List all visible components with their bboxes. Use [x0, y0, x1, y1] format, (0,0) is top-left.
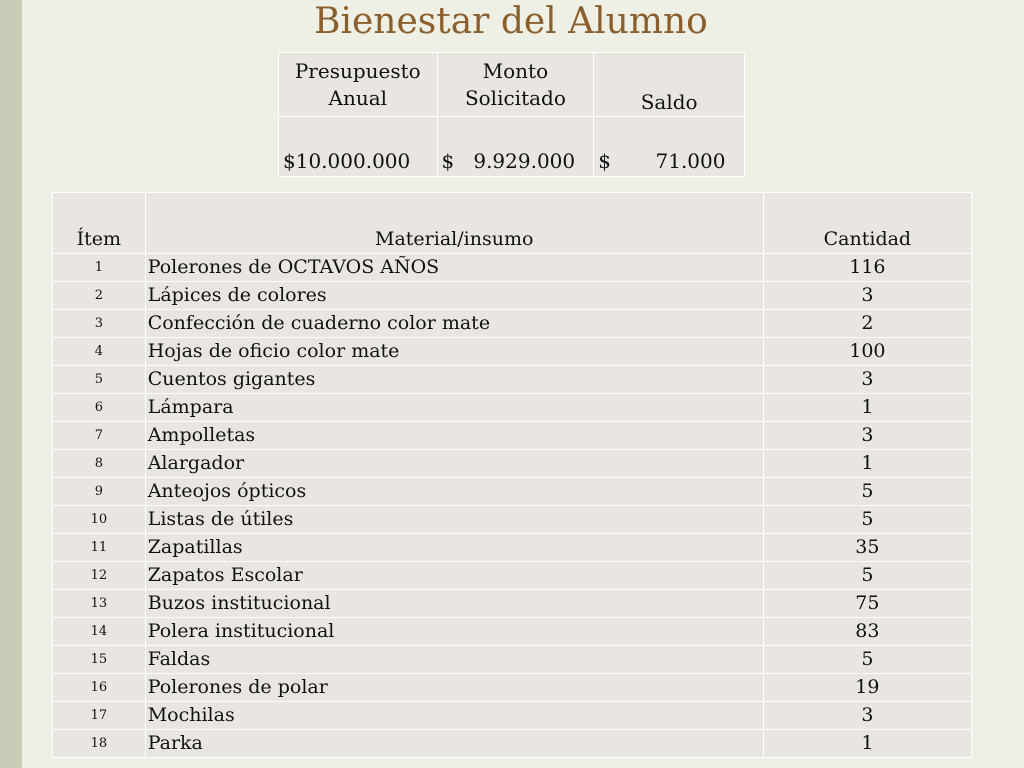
row-material: Polera institucional	[145, 618, 763, 646]
table-row	[53, 450, 972, 478]
row-item-number: 6	[53, 394, 146, 422]
items-header-item: Ítem	[53, 193, 146, 254]
row-cantidad: 3	[763, 366, 971, 394]
row-cantidad: 2	[763, 310, 971, 338]
row-item-number: 14	[53, 618, 146, 646]
row-material: Faldas	[145, 646, 763, 674]
table-row	[53, 730, 972, 758]
row-item-number: 8	[53, 450, 146, 478]
row-cantidad: 83	[763, 618, 971, 646]
row-cantidad: 1	[763, 730, 971, 758]
page-title: Bienestar del Alumno	[314, 1, 708, 42]
table-row	[53, 310, 972, 338]
row-item-number: 15	[53, 646, 146, 674]
table-row	[53, 282, 972, 310]
row-item-number: 10	[53, 506, 146, 534]
row-material: Buzos institucional	[145, 590, 763, 618]
row-material: Zapatillas	[145, 534, 763, 562]
row-material: Lápices de colores	[145, 282, 763, 310]
row-material: Anteojos ópticos	[145, 478, 763, 506]
budget-header-saldo: Saldo	[594, 53, 745, 117]
budget-header-presupuesto: Presupuesto Anual	[279, 53, 438, 117]
row-material: Lámpara	[145, 394, 763, 422]
budget-values-row	[279, 117, 745, 177]
row-material: Confección de cuaderno color mate	[145, 310, 763, 338]
row-cantidad: 1	[763, 450, 971, 478]
row-cantidad: 116	[763, 254, 971, 282]
row-cantidad: 1	[763, 394, 971, 422]
left-decorative-bar	[0, 0, 22, 768]
row-item-number: 9	[53, 478, 146, 506]
row-material: Mochilas	[145, 702, 763, 730]
table-row	[53, 506, 972, 534]
row-cantidad: 3	[763, 702, 971, 730]
row-item-number: 3	[53, 310, 146, 338]
row-item-number: 18	[53, 730, 146, 758]
table-row	[53, 618, 972, 646]
budget-value-monto: $ 9.929.000	[437, 117, 594, 177]
items-table	[52, 192, 972, 758]
row-material: Polerones de polar	[145, 674, 763, 702]
row-item-number: 16	[53, 674, 146, 702]
row-material: Cuentos gigantes	[145, 366, 763, 394]
table-row	[53, 478, 972, 506]
row-item-number: 13	[53, 590, 146, 618]
row-material: Hojas de oficio color mate	[145, 338, 763, 366]
items-header-material: Material/insumo	[145, 193, 763, 254]
row-cantidad: 3	[763, 282, 971, 310]
row-cantidad: 3	[763, 422, 971, 450]
table-row	[53, 254, 972, 282]
table-row	[53, 366, 972, 394]
row-material: Listas de útiles	[145, 506, 763, 534]
table-row	[53, 534, 972, 562]
budget-header-row	[279, 53, 745, 117]
row-item-number: 11	[53, 534, 146, 562]
row-cantidad: 5	[763, 478, 971, 506]
row-material: Ampolletas	[145, 422, 763, 450]
row-item-number: 2	[53, 282, 146, 310]
row-cantidad: 5	[763, 506, 971, 534]
row-item-number: 12	[53, 562, 146, 590]
row-item-number: 5	[53, 366, 146, 394]
table-row	[53, 702, 972, 730]
items-header-row	[53, 193, 972, 254]
budget-value-saldo: $ 71.000	[594, 117, 745, 177]
table-row	[53, 394, 972, 422]
row-material: Parka	[145, 730, 763, 758]
table-row	[53, 590, 972, 618]
row-item-number: 4	[53, 338, 146, 366]
budget-table	[278, 52, 745, 177]
row-cantidad: 19	[763, 674, 971, 702]
items-body	[53, 254, 972, 758]
row-item-number: 1	[53, 254, 146, 282]
table-row	[53, 338, 972, 366]
row-cantidad: 75	[763, 590, 971, 618]
row-cantidad: 100	[763, 338, 971, 366]
items-header-cantidad: Cantidad	[763, 193, 971, 254]
table-row	[53, 674, 972, 702]
table-row	[53, 562, 972, 590]
row-cantidad: 5	[763, 562, 971, 590]
row-cantidad: 5	[763, 646, 971, 674]
row-material: Polerones de OCTAVOS AÑOS	[145, 254, 763, 282]
row-item-number: 7	[53, 422, 146, 450]
row-item-number: 17	[53, 702, 146, 730]
table-row	[53, 422, 972, 450]
row-cantidad: 35	[763, 534, 971, 562]
table-row	[53, 646, 972, 674]
row-material: Zapatos Escolar	[145, 562, 763, 590]
budget-header-monto: Monto Solicitado	[437, 53, 594, 117]
row-material: Alargador	[145, 450, 763, 478]
budget-value-presupuesto: $10.000.000	[279, 117, 438, 177]
